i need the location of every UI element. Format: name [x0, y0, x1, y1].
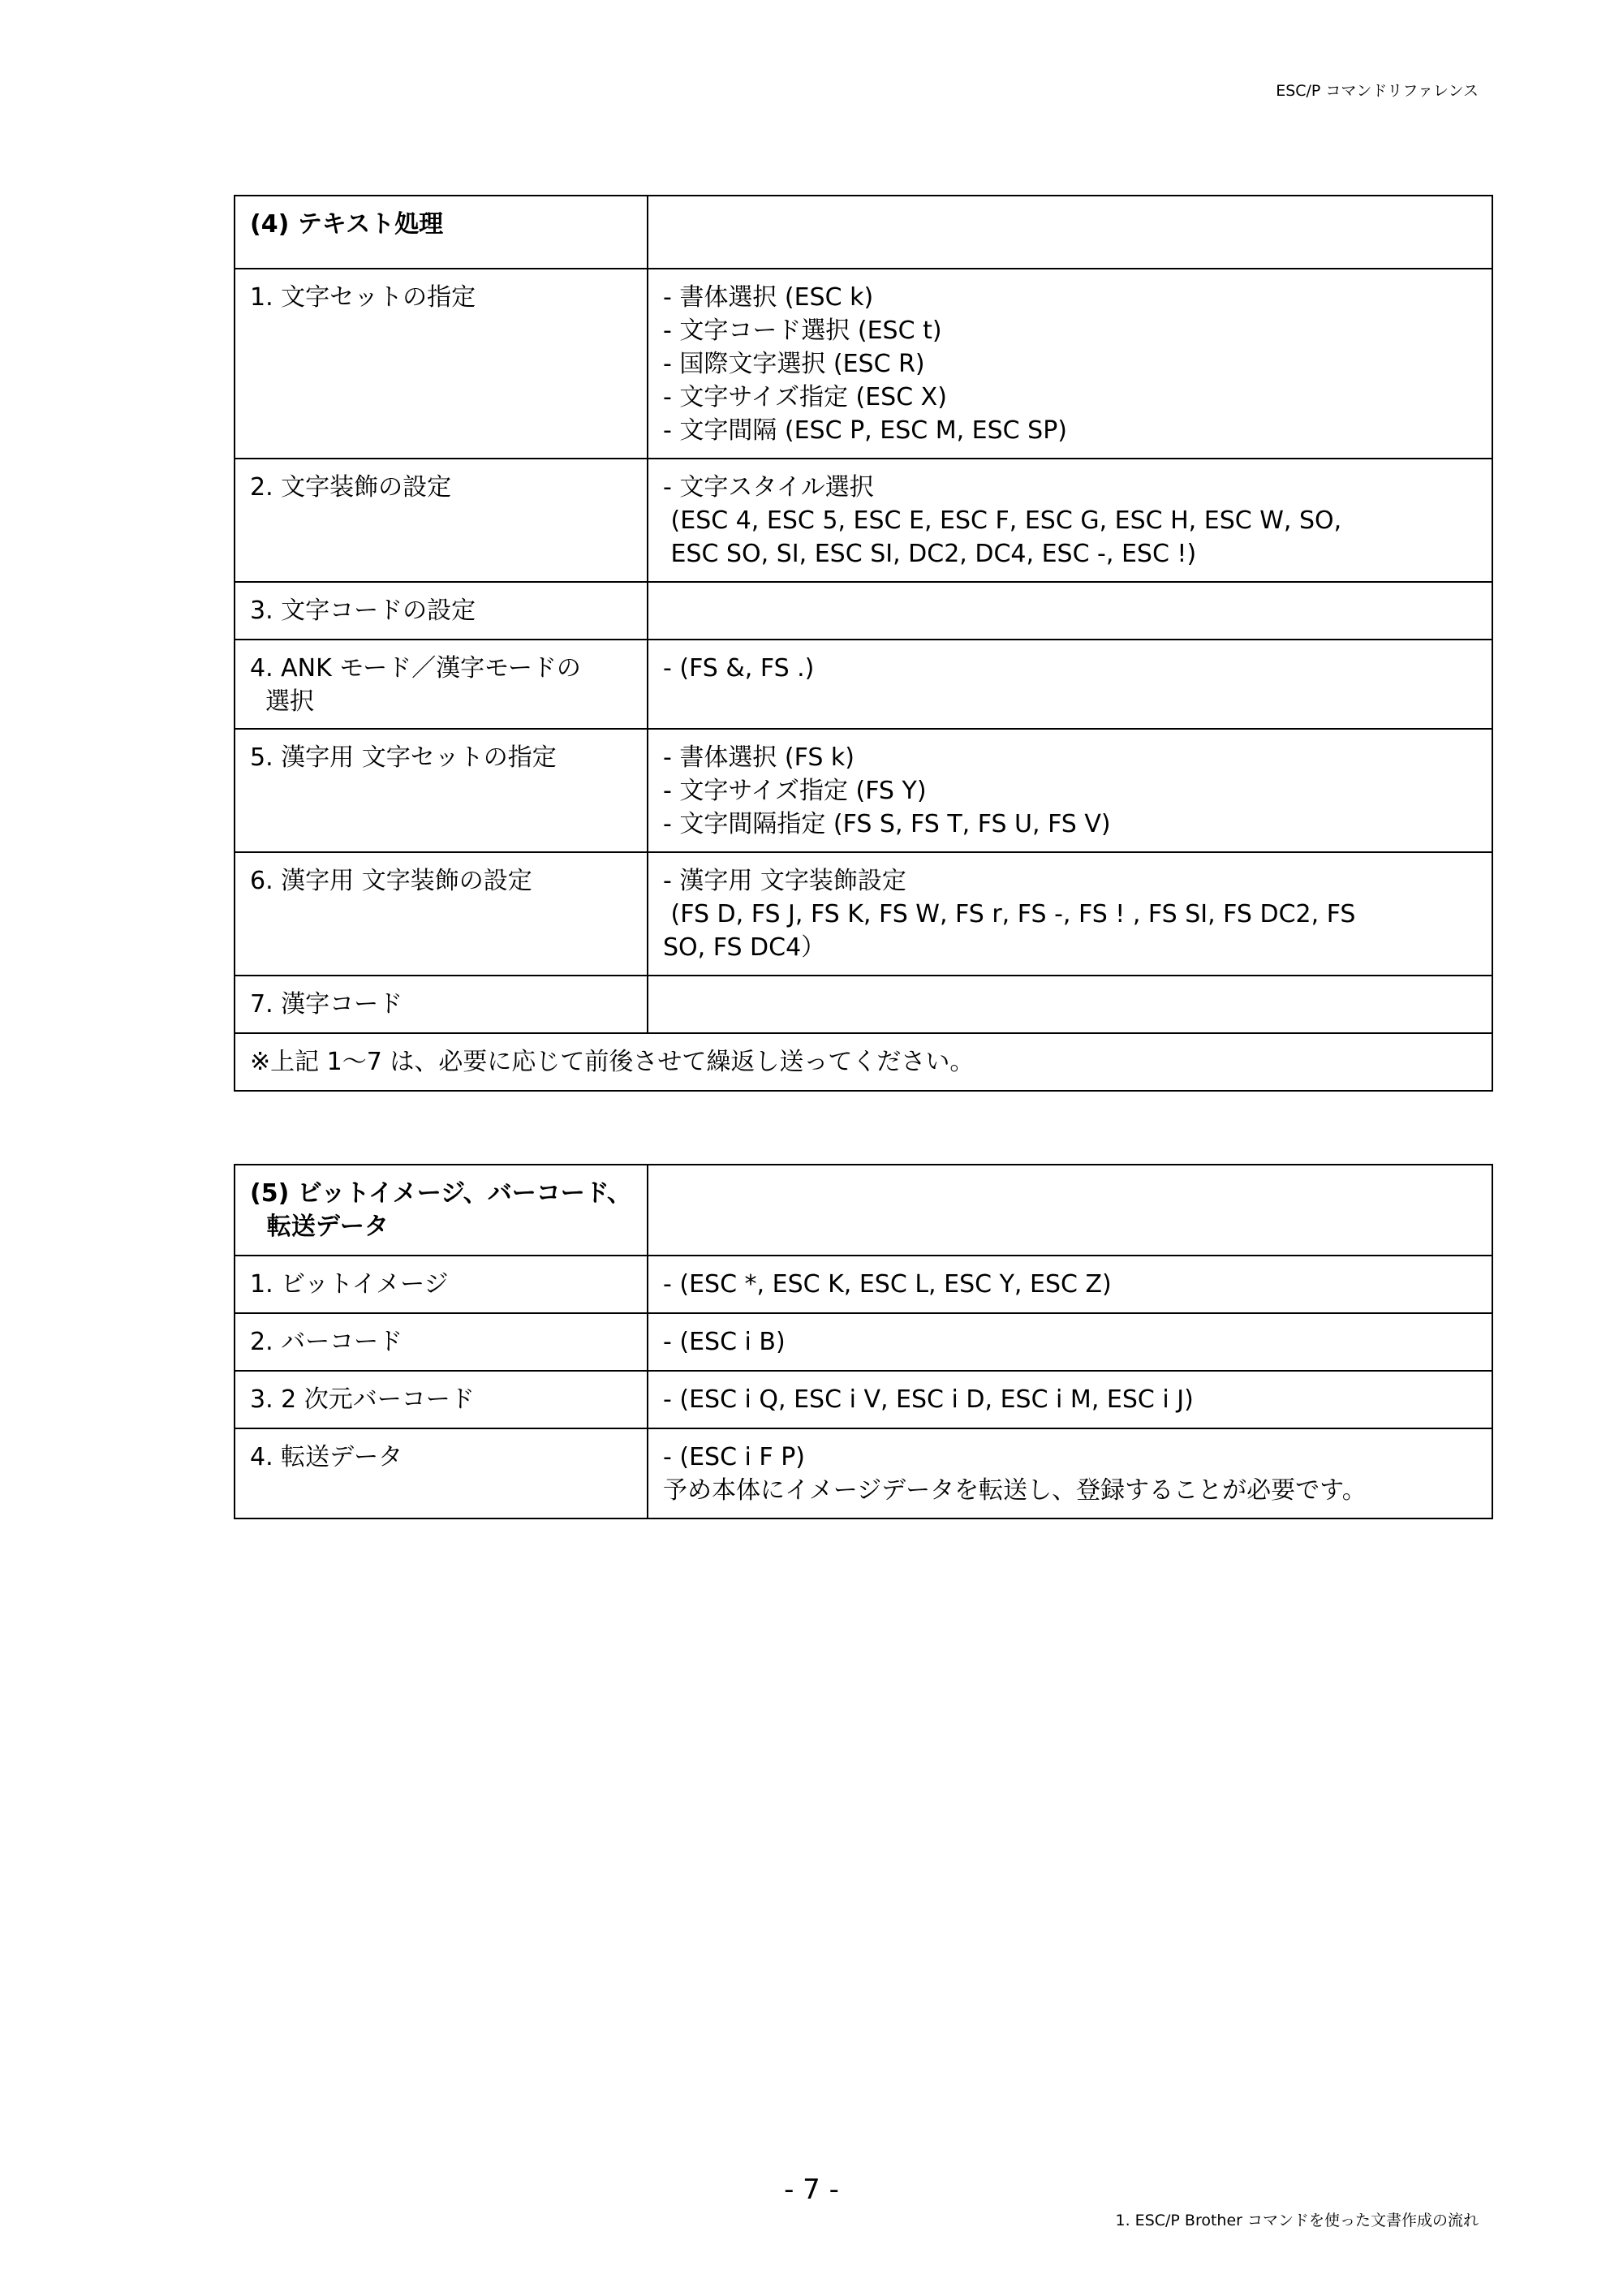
row-label: 4. ANK モード／漢字モードの 選択 [235, 640, 648, 729]
row-value: - 書体選択 (FS k) - 文字サイズ指定 (FS Y) - 文字間隔指定 (FS S, FS T, FS U, FS V) [648, 729, 1492, 852]
row-label: 1. 文字セットの指定 [235, 269, 648, 459]
table-row [235, 852, 1492, 976]
row-label: 7. 漢字コード [235, 976, 648, 1033]
row-value: - (ESC *, ESC K, ESC L, ESC Y, ESC Z) [648, 1256, 1492, 1313]
table-row [235, 976, 1492, 1033]
section-heading: (5) ビットイメージ、バーコード、 転送データ [235, 1165, 648, 1256]
section-heading-value [648, 1165, 1492, 1256]
row-value: - (ESC i Q, ESC i V, ESC i D, ESC i M, ESC i J) [648, 1371, 1492, 1428]
row-value: - 漢字用 文字装飾設定 (FS D, FS J, FS K, FS W, FS r, FS -, FS ! , FS SI, FS DC2, FS SO, FS DC4） [648, 852, 1492, 976]
table-row [235, 1256, 1492, 1313]
row-label: 2. バーコード [235, 1313, 648, 1371]
row-label: 3. 2 次元バーコード [235, 1371, 648, 1428]
text-processing-table [234, 195, 1493, 1092]
row-value: - 文字スタイル選択 (ESC 4, ESC 5, ESC E, ESC F, ESC G, ESC H, ESC W, SO, ESC SO, SI, ESC SI, DC2, DC4, ESC -, ESC !) [648, 459, 1492, 582]
page-number: - 7 - [784, 2173, 839, 2206]
table-header-row [235, 196, 1492, 269]
row-value [648, 582, 1492, 640]
row-label: 2. 文字装飾の設定 [235, 459, 648, 582]
table-row [235, 640, 1492, 729]
row-label: 5. 漢字用 文字セットの指定 [235, 729, 648, 852]
row-label: 1. ビットイメージ [235, 1256, 648, 1313]
section-heading-value [648, 196, 1492, 269]
row-value [648, 976, 1492, 1033]
row-value: - (ESC i F P) 予め本体にイメージデータを転送し、登録することが必要です。 [648, 1428, 1492, 1518]
table-row [235, 269, 1492, 459]
table-row [235, 582, 1492, 640]
section-heading: (4) テキスト処理 [235, 196, 648, 269]
row-label: 4. 転送データ [235, 1428, 648, 1518]
table-row [235, 1371, 1492, 1428]
row-value: - (ESC i B) [648, 1313, 1492, 1371]
table-note-row [235, 1033, 1492, 1091]
table-header-row [235, 1165, 1492, 1256]
row-value: - 書体選択 (ESC k) - 文字コード選択 (ESC t) - 国際文字選択 (ESC R) - 文字サイズ指定 (ESC X) - 文字間隔 (ESC P, ESC M, ESC SP) [648, 269, 1492, 459]
table-row [235, 1428, 1492, 1518]
row-label: 3. 文字コードの設定 [235, 582, 648, 640]
running-header: ESC/P コマンドリファレンス [1276, 82, 1479, 100]
table-row [235, 1313, 1492, 1371]
running-footer: 1. ESC/P Brother コマンドを使った文書作成の流れ [1115, 2212, 1479, 2229]
bit-image-barcode-table [234, 1164, 1493, 1519]
table-note: ※上記 1〜7 は、必要に応じて前後させて繰返し送ってください。 [235, 1033, 1492, 1091]
row-value: - (FS &, FS .) [648, 640, 1492, 729]
row-label: 6. 漢字用 文字装飾の設定 [235, 852, 648, 976]
table-row [235, 729, 1492, 852]
table-row [235, 459, 1492, 582]
